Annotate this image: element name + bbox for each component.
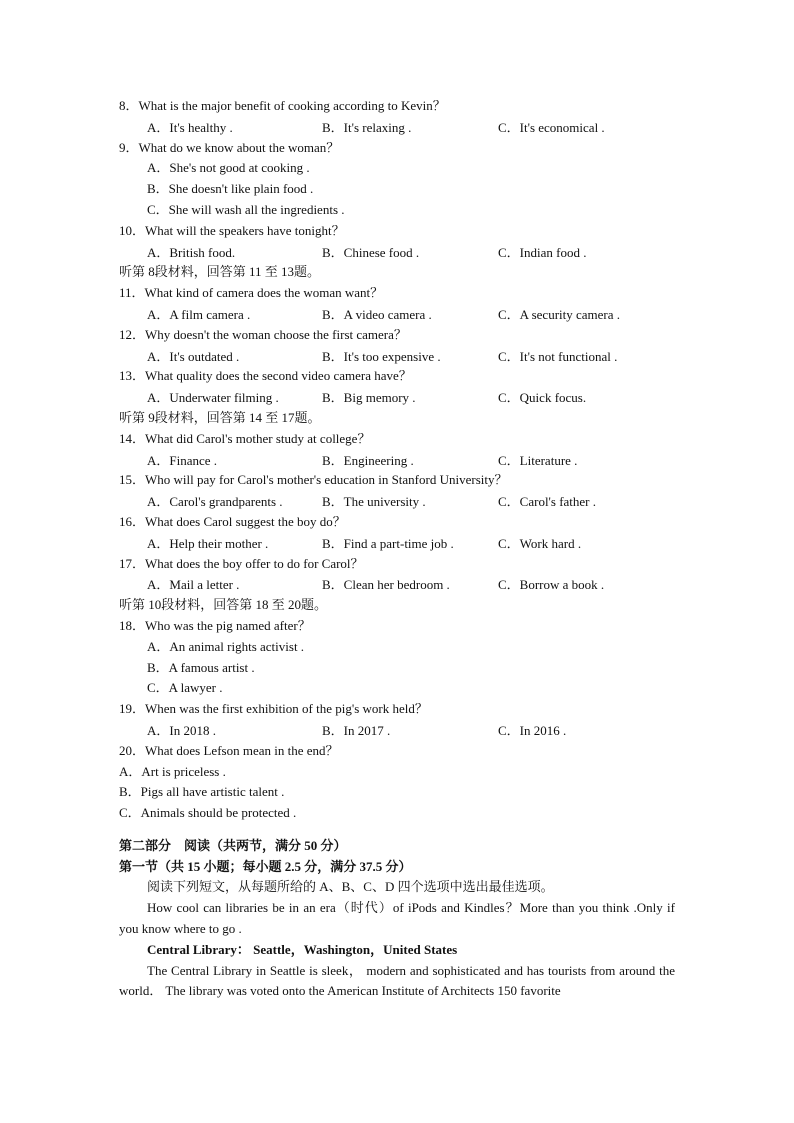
option-a: A．In 2018 . bbox=[147, 722, 216, 738]
option-b: B．She doesn't like plain food . bbox=[147, 181, 314, 197]
option-c: C．It's not functional . bbox=[498, 348, 618, 364]
question-11: 11．What kind of camera does the woman want？ bbox=[119, 285, 384, 301]
reading-instruction: 阅读下列短文，从每题所给的 A、B、C、D 四个选项中选出最佳选项。 bbox=[147, 879, 554, 895]
option-a: A．Mail a letter . bbox=[147, 577, 240, 593]
option-b: B．It's too expensive . bbox=[322, 348, 441, 364]
option-a: A．It's healthy . bbox=[147, 119, 233, 135]
option-a: A．British food. bbox=[147, 244, 236, 260]
question-19: 19．When was the first exhibition of the pig's work held？ bbox=[119, 701, 428, 717]
option-c: C．She will wash all the ingredients . bbox=[147, 201, 345, 217]
question-16: 16．What does Carol suggest the boy do？ bbox=[119, 513, 346, 529]
option-c: C．In 2016 . bbox=[498, 722, 567, 738]
part2-title: 第二部分 阅读（共两节，满分 50 分） bbox=[119, 837, 347, 853]
section-8-instruction: 听第 8段材料，回答第 11 至 13题。 bbox=[119, 264, 321, 280]
option-a: A．She's not good at cooking . bbox=[147, 160, 310, 176]
option-a: A．Carol's grandparents . bbox=[147, 494, 283, 510]
options-13 bbox=[119, 387, 675, 408]
section1-title: 第一节（共 15 小题；每小题 2.5 分，满分 37.5 分） bbox=[119, 858, 412, 874]
option-a: A．Help their mother . bbox=[147, 535, 269, 551]
library-heading: Central Library： Seattle，Washington，United States bbox=[147, 941, 458, 957]
option-c: C．Literature . bbox=[498, 452, 578, 468]
option-b: B．It's relaxing . bbox=[322, 119, 412, 135]
option-b: B．Engineering . bbox=[322, 452, 414, 468]
option-a: A．A film camera . bbox=[147, 306, 251, 322]
question-13: 13．What quality does the second video camera have？ bbox=[119, 368, 412, 384]
option-b: B．In 2017 . bbox=[322, 722, 391, 738]
option-a: A．Art is priceless . bbox=[119, 763, 226, 779]
question-15: 15．Who will pay for Carol's mother's education in Stanford University？ bbox=[119, 472, 508, 488]
option-b: B．Big memory . bbox=[322, 390, 416, 406]
options-17 bbox=[119, 574, 675, 595]
option-a: A．Underwater filming . bbox=[147, 390, 279, 406]
options-11 bbox=[119, 304, 675, 325]
intro-paragraph: How cool can libraries be in an era（时代）of iPods and Kindles？More than you think .Only if you know where to go . bbox=[119, 900, 675, 937]
section-10-instruction: 听第 10段材料，回答第 18 至 20题。 bbox=[119, 597, 328, 613]
options-14 bbox=[119, 450, 675, 471]
question-20: 20．What does Lefson mean in the end？ bbox=[119, 742, 339, 758]
option-b: B．Clean her bedroom . bbox=[322, 577, 450, 593]
options-15 bbox=[119, 491, 675, 512]
question-18: 18．Who was the pig named after？ bbox=[119, 617, 311, 633]
library-paragraph: The Central Library in Seattle is sleek， modern and sophisticated and has tourists from around the world． The library was voted onto the American Institute of Architects 150 favorite bbox=[119, 962, 675, 999]
option-b: B．A video camera . bbox=[322, 306, 432, 322]
options-16 bbox=[119, 533, 675, 554]
options-19 bbox=[119, 720, 675, 741]
options-10 bbox=[119, 242, 675, 263]
question-10: 10．What will the speakers have tonight？ bbox=[119, 222, 345, 238]
section-9-instruction: 听第 9段材料，回答第 14 至 17题。 bbox=[119, 409, 321, 425]
option-b: B．A famous artist . bbox=[147, 659, 255, 675]
question-9: 9．What do we know about the woman？ bbox=[119, 139, 340, 155]
option-a: A．An animal rights activist . bbox=[147, 638, 305, 654]
option-a: A．Finance . bbox=[147, 452, 218, 468]
option-c: C．A security camera . bbox=[498, 306, 621, 322]
option-c: C．Indian food . bbox=[498, 244, 587, 260]
page-content bbox=[119, 96, 675, 1002]
option-b: B．Find a part-time job . bbox=[322, 535, 454, 551]
question-12: 12．Why doesn't the woman choose the first camera？ bbox=[119, 326, 407, 342]
options-8 bbox=[119, 117, 675, 138]
question-8: 8．What is the major benefit of cooking according to Kevin？ bbox=[119, 98, 446, 113]
question-17: 17．What does the boy offer to do for Carol？ bbox=[119, 555, 364, 571]
option-c: C．Borrow a book . bbox=[498, 577, 605, 593]
option-c: C．Carol's father . bbox=[498, 494, 597, 510]
option-c: C．Work hard . bbox=[498, 535, 582, 551]
option-c: C．Animals should be protected . bbox=[119, 805, 297, 821]
option-b: B．Pigs all have artistic talent . bbox=[119, 784, 285, 800]
option-c: C．Quick focus. bbox=[498, 390, 587, 406]
option-c: C．A lawyer . bbox=[147, 680, 223, 696]
option-a: A．It's outdated . bbox=[147, 348, 240, 364]
option-b: B．Chinese food . bbox=[322, 244, 420, 260]
question-14: 14．What did Carol's mother study at college？ bbox=[119, 430, 371, 446]
option-b: B．The university . bbox=[322, 494, 426, 510]
options-12 bbox=[119, 346, 675, 367]
option-c: C．It's economical . bbox=[498, 119, 605, 135]
